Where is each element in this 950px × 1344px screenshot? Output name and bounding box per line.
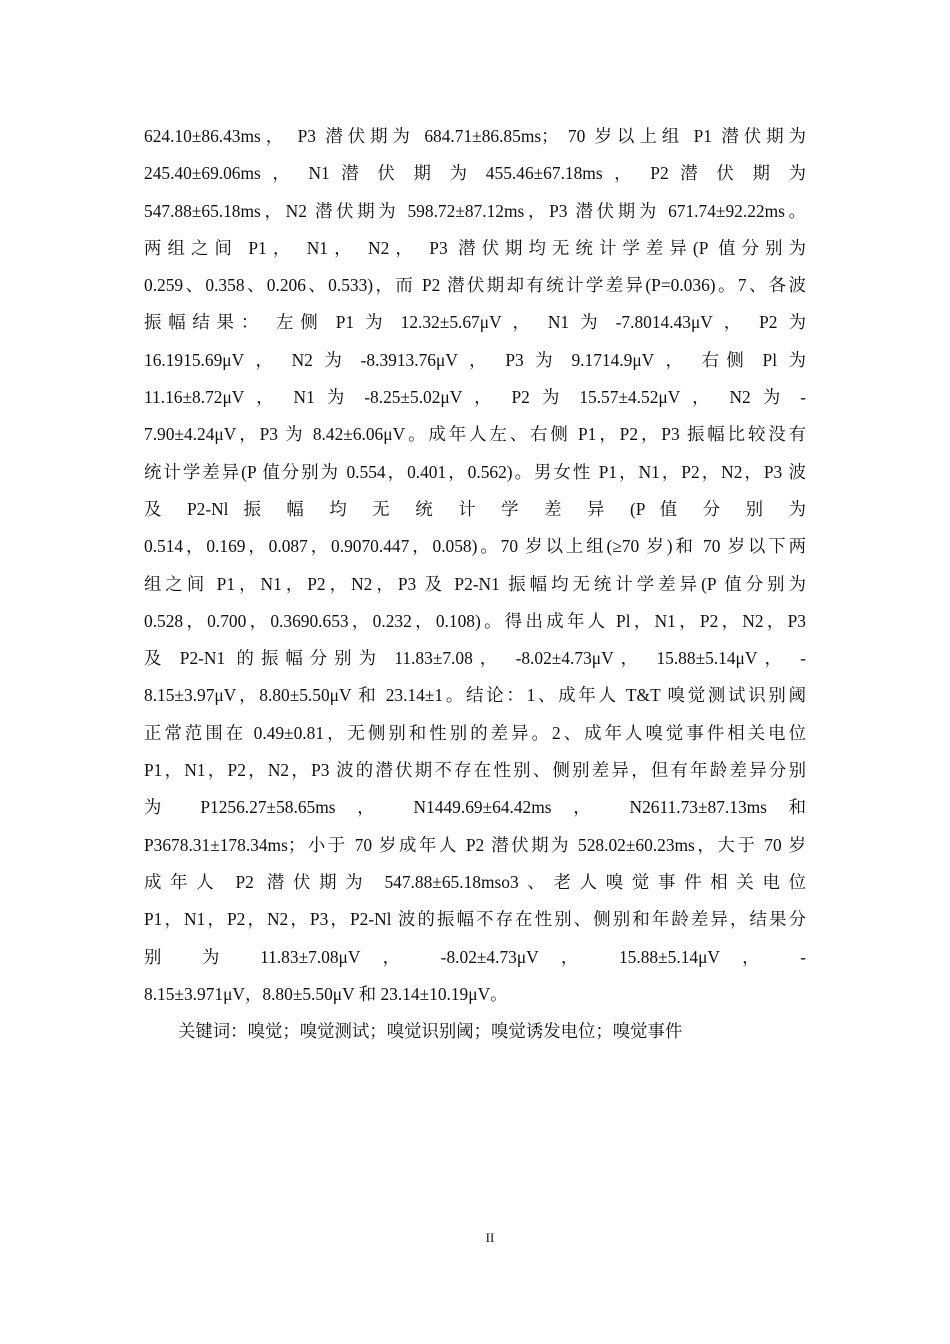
abstract-line: 7.90±4.24μV，P3 为 8.42±6.06μV。成年人左、右侧 P1，P2，P3 振幅比较没有 — [144, 424, 806, 445]
abstract-body — [144, 118, 806, 1050]
abstract-line: 振幅结果： 左侧 P1 为 12.32±5.67μV ， N1 为 -7.8014.43μV ， P2 为 — [144, 312, 806, 333]
abstract-line: P1，N1，P2，N2，P3，P2-Nl 波的振幅不存在性别、侧别和年龄差异，结果分 — [144, 909, 806, 930]
abstract-line: 547.88±65.18ms，N2 潜伏期为 598.72±87.12ms，P3 潜伏期为 671.74±92.22ms。 — [144, 200, 806, 221]
abstract-line: 两组之间 P1， N1， N2， P3 潜伏期均无统计学差异(P 值分别为 — [144, 237, 806, 258]
abstract-line: 8.15±3.97μV，8.80±5.50μV 和 23.14±1。结论：1、成年人 T&T 嗅觉测试识别阈 — [144, 685, 806, 706]
abstract-line: 为 P1256.27±58.65ms ， N1449.69±64.42ms ， N2611.73±87.13ms 和 — [144, 797, 806, 818]
abstract-line: 成年人 P2 潜伏期为 547.88±65.18mso3、老人嗅觉事件相关电位 — [144, 871, 806, 892]
abstract-line: 0.514，0.169，0.087，0.9070.447，0.058)。70 岁以上组(≥70 岁)和 70 岁以下两 — [144, 536, 806, 557]
abstract-line: 统计学差异(P 值分别为 0.554，0.401，0.562)。男女性 P1，N1，P2，N2，P3 波 — [144, 461, 806, 482]
abstract-line: 8.15±3.971μV，8.80±5.50μV 和 23.14±10.19μV。 — [144, 983, 508, 1004]
abstract-line: 11.16±8.72μV ， N1 为 -8.25±5.02μV ， P2 为 15.57±4.52μV ， N2 为 - — [144, 387, 806, 408]
page-number: II — [485, 1230, 495, 1245]
abstract-line: P1，N1，P2，N2，P3 波的潜伏期不存在性别、侧别差异，但有年龄差异分别 — [144, 760, 806, 781]
abstract-line: P3678.31±178.34ms；小于 70 岁成年人 P2 潜伏期为 528.02±60.23ms，大于 70 岁 — [144, 834, 806, 855]
abstract-line: 245.40±69.06ms ， N1 潜 伏 期 为 455.46±67.18ms ， P2 潜 伏 期 为 — [144, 163, 806, 184]
abstract-line: 16.1915.69μV ， N2 为 -8.3913.76μV ， P3 为 9.1714.9μV ， 右侧 Pl 为 — [144, 349, 806, 370]
abstract-line: 别 为 11.83±7.08μV ， -8.02±4.73μV ， 15.88±5.14μV ， - — [144, 946, 806, 967]
abstract-line: 0.528，0.700，0.3690.653，0.232，0.108)。得出成年人 Pl，N1，P2，N2，P3 — [144, 610, 806, 631]
abstract-line: 正常范围在 0.49±0.81，无侧别和性别的差异。2、成年人嗅觉事件相关电位 — [144, 722, 806, 743]
abstract-line: 624.10±86.43ms， P3 潜伏期为 684.71±86.85ms； 70 岁以上组 P1 潜伏期为 — [144, 126, 806, 146]
keywords-line: 关键词：嗅觉；嗅觉测试；嗅觉识别阈；嗅觉诱发电位；嗅觉事件 — [178, 1021, 683, 1042]
abstract-line: 0.259、0.358、0.206、0.533)，而 P2 潜伏期却有统计学差异(P=0.036)。7、各波 — [144, 275, 806, 296]
abstract-line: 组之间 P1，N1，P2，N2，P3 及 P2-N1 振幅均无统计学差异(P 值分别为 — [144, 573, 806, 594]
abstract-line: 及 P2-Nl 振 幅 均 无 统 计 学 差 异 (P 值 分 别 为 — [144, 498, 806, 519]
abstract-line: 及 P2-N1 的振幅分别为 11.83±7.08， -8.02±4.73μV， 15.88±5.14μV， - — [144, 648, 806, 669]
